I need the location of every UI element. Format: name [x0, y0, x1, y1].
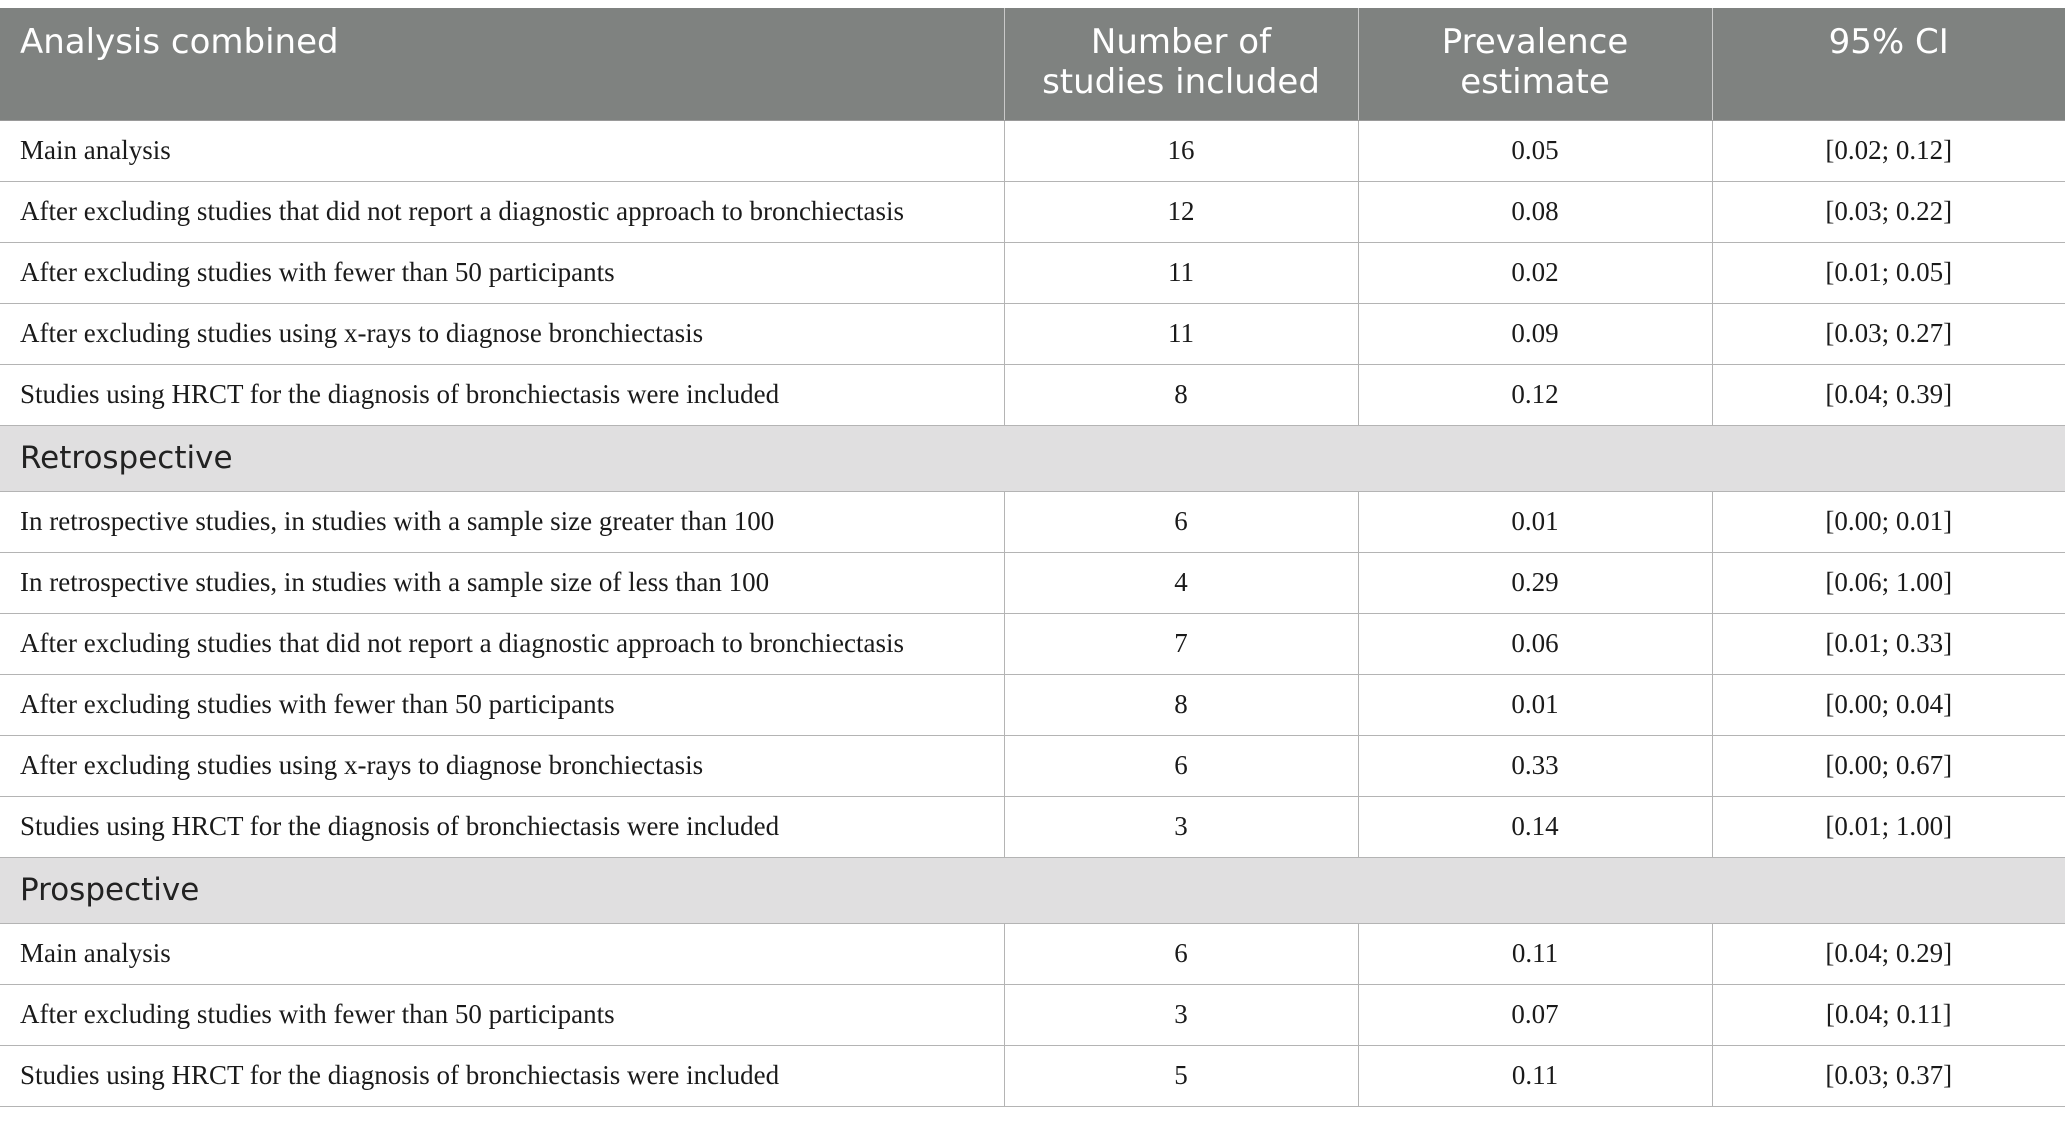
table-row [0, 120, 2065, 181]
estimate-cell: 0.01 [1358, 491, 1712, 552]
ci-cell: [0.02; 0.12] [1712, 120, 2065, 181]
ci-cell: [0.00; 0.04] [1712, 674, 2065, 735]
analysis-cell: Studies using HRCT for the diagnosis of bronchiectasis were included [0, 796, 1004, 857]
studies-count-cell: 7 [1004, 613, 1358, 674]
estimate-cell: 0.08 [1358, 181, 1712, 242]
ci-cell: [0.01; 0.05] [1712, 242, 2065, 303]
section-header-retrospective [0, 425, 2065, 491]
studies-count-cell: 11 [1004, 303, 1358, 364]
header-prevalence-line1: Prevalence [1441, 22, 1629, 62]
table-row [0, 491, 2065, 552]
estimate-cell: 0.09 [1358, 303, 1712, 364]
header-number-line1: Number of [1090, 22, 1272, 62]
analysis-cell: After excluding studies that did not report a diagnostic approach to bronchiectasis [0, 181, 1004, 242]
studies-count-cell: 16 [1004, 120, 1358, 181]
header-number-of-studies [1004, 8, 1358, 120]
analysis-cell: Main analysis [0, 120, 1004, 181]
estimate-cell: 0.12 [1358, 364, 1712, 425]
table-row [0, 923, 2065, 984]
ci-cell: [0.01; 1.00] [1712, 796, 2065, 857]
estimate-cell: 0.01 [1358, 674, 1712, 735]
estimate-cell: 0.02 [1358, 242, 1712, 303]
studies-count-cell: 6 [1004, 735, 1358, 796]
analysis-cell: In retrospective studies, in studies with a sample size of less than 100 [0, 552, 1004, 613]
header-row [0, 8, 2065, 120]
table-row [0, 613, 2065, 674]
estimate-cell: 0.06 [1358, 613, 1712, 674]
table-row [0, 181, 2065, 242]
studies-count-cell: 6 [1004, 491, 1358, 552]
analysis-cell: After excluding studies that did not report a diagnostic approach to bronchiectasis [0, 613, 1004, 674]
analysis-cell: Main analysis [0, 923, 1004, 984]
studies-count-cell: 4 [1004, 552, 1358, 613]
ci-cell: [0.00; 0.67] [1712, 735, 2065, 796]
estimate-cell: 0.11 [1358, 923, 1712, 984]
ci-cell: [0.04; 0.11] [1712, 984, 2065, 1045]
table-row [0, 796, 2065, 857]
section-title: Retrospective [0, 425, 2065, 491]
ci-cell: [0.03; 0.37] [1712, 1045, 2065, 1106]
estimate-cell: 0.11 [1358, 1045, 1712, 1106]
estimate-cell: 0.05 [1358, 120, 1712, 181]
table-header [0, 8, 2065, 120]
header-analysis-label: Analysis combined [20, 22, 339, 62]
table-body [0, 120, 2065, 1106]
studies-count-cell: 11 [1004, 242, 1358, 303]
ci-cell: [0.00; 0.01] [1712, 491, 2065, 552]
analysis-cell: After excluding studies using x-rays to diagnose bronchiectasis [0, 735, 1004, 796]
ci-cell: [0.03; 0.27] [1712, 303, 2065, 364]
table-row [0, 364, 2065, 425]
studies-count-cell: 6 [1004, 923, 1358, 984]
header-prevalence-estimate [1358, 8, 1712, 120]
table-row [0, 674, 2065, 735]
studies-count-cell: 12 [1004, 181, 1358, 242]
header-ci-label: 95% CI [1828, 22, 1949, 62]
header-number-line2: studies included [1042, 62, 1320, 102]
estimate-cell: 0.07 [1358, 984, 1712, 1045]
table-row [0, 1045, 2065, 1106]
studies-count-cell: 8 [1004, 364, 1358, 425]
studies-count-cell: 3 [1004, 796, 1358, 857]
table-row [0, 303, 2065, 364]
table-row [0, 242, 2065, 303]
section-title: Prospective [0, 857, 2065, 923]
estimate-cell: 0.14 [1358, 796, 1712, 857]
header-confidence-interval [1712, 8, 2065, 120]
analysis-cell: Studies using HRCT for the diagnosis of bronchiectasis were included [0, 1045, 1004, 1106]
analysis-cell: After excluding studies using x-rays to diagnose bronchiectasis [0, 303, 1004, 364]
prevalence-table [0, 8, 2065, 1107]
studies-count-cell: 5 [1004, 1045, 1358, 1106]
ci-cell: [0.04; 0.39] [1712, 364, 2065, 425]
ci-cell: [0.03; 0.22] [1712, 181, 2065, 242]
analysis-cell: After excluding studies with fewer than 50 participants [0, 674, 1004, 735]
estimate-cell: 0.29 [1358, 552, 1712, 613]
table-row [0, 552, 2065, 613]
ci-cell: [0.04; 0.29] [1712, 923, 2065, 984]
studies-count-cell: 3 [1004, 984, 1358, 1045]
analysis-cell: After excluding studies with fewer than 50 participants [0, 984, 1004, 1045]
estimate-cell: 0.33 [1358, 735, 1712, 796]
analysis-cell: Studies using HRCT for the diagnosis of bronchiectasis were included [0, 364, 1004, 425]
table-row [0, 984, 2065, 1045]
ci-cell: [0.01; 0.33] [1712, 613, 2065, 674]
studies-count-cell: 8 [1004, 674, 1358, 735]
section-header-prospective [0, 857, 2065, 923]
table-row [0, 735, 2065, 796]
analysis-cell: After excluding studies with fewer than 50 participants [0, 242, 1004, 303]
analysis-cell: In retrospective studies, in studies with a sample size greater than 100 [0, 491, 1004, 552]
results-table-container [0, 8, 2067, 1107]
header-analysis [0, 8, 1004, 120]
header-prevalence-line2: estimate [1460, 62, 1610, 102]
ci-cell: [0.06; 1.00] [1712, 552, 2065, 613]
